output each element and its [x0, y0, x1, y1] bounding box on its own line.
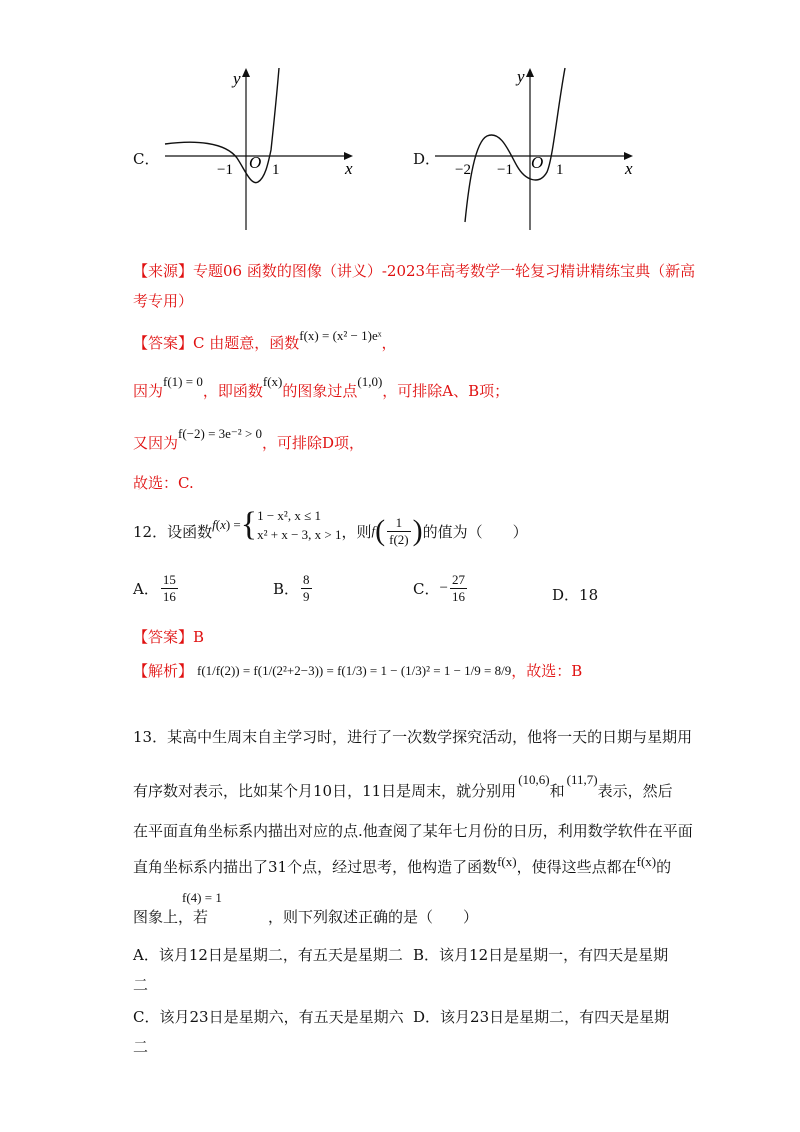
- graph-c-x-label: x: [345, 159, 353, 178]
- graph-d-y-arrow: [526, 68, 534, 77]
- q13-l4-c: 的: [656, 858, 672, 876]
- q13-pair1: (10,6): [518, 772, 550, 787]
- q11-l2-fx: f(x): [262, 374, 283, 389]
- graph-d-curve: [465, 68, 565, 222]
- q13-line5: 图象上，若 ，则下列叙述正确的是（ ）: [133, 908, 479, 926]
- q11-source-line2: 考专用）: [133, 292, 194, 310]
- q13-l4-a: 直角坐标系内描出了31个点，经过思考，他构造了函数: [133, 858, 498, 876]
- q13-option-b-cont: 二: [133, 976, 149, 994]
- q12-opt-c-label: C．: [413, 580, 440, 598]
- graph-d-y-label: y: [517, 67, 525, 86]
- q12-query-den: f(2): [389, 531, 409, 547]
- q12-sol-tail: ，故选：B: [511, 662, 583, 680]
- q13-option-c[interactable]: C．该月23日是星期六，有五天是星期六: [133, 1008, 404, 1026]
- graph-c-tick-neg1: −1: [217, 162, 233, 178]
- q11-l2-d: ，可排除A、B项；: [382, 382, 510, 400]
- q12-piece2: x² + x − 3, x > 1: [257, 527, 342, 542]
- q13-option-a[interactable]: A．该月12日是星期二，有五天是星期二: [133, 946, 403, 964]
- q13-option-d-cont: 二: [133, 1038, 149, 1056]
- graph-d: [435, 62, 645, 232]
- q12-stem-b: ，则: [341, 522, 372, 541]
- q11-l2-f1: f(1) = 0: [163, 374, 203, 389]
- q12-opt-b-num: 8: [303, 572, 310, 587]
- q13-l4-fx: f(x): [497, 854, 517, 869]
- graph-d-x-label: x: [625, 159, 633, 178]
- q12-opt-c-den: 16: [451, 589, 465, 604]
- q12-brace: {: [240, 506, 258, 543]
- q12-sol-expr: f(1/f(2)) = f(1/(2²+2−3)) = f(1/3) = 1 − (1/3)² = 1 − 1/9 = 8/9: [197, 662, 512, 678]
- q13-line4: [133, 856, 671, 877]
- q12-opt-c-num: 27: [451, 572, 465, 587]
- q11-l3-a: 又因为: [133, 434, 179, 452]
- q12-sol-label: 【解析】: [133, 662, 194, 680]
- graph-d-tick-neg2: −2: [455, 162, 471, 178]
- graph-c-origin: O: [249, 153, 262, 172]
- q12-opt-b-label: B．: [273, 580, 300, 598]
- q11-answer-func: f(x) = (x² − 1)eˣ: [299, 328, 382, 343]
- q11-l3-b: ，可排除D项，: [262, 434, 365, 452]
- graph-d-tick-neg1: −1: [497, 162, 513, 178]
- q11-l2-a: 因为: [133, 382, 164, 400]
- graph-d-origin: O: [531, 153, 544, 172]
- q12-option-b[interactable]: [273, 572, 314, 605]
- q13-l4-fx2: f(x): [636, 854, 657, 869]
- q13-l2-b: 表示，然后: [597, 782, 673, 800]
- q12-opt-a-label: A．: [133, 580, 159, 598]
- graph-c-tick-1: 1: [272, 162, 280, 178]
- q12-opt-a-den: 16: [162, 589, 176, 604]
- q12-query: f ( $\frac{1}{f(2)}$ ): [371, 514, 423, 547]
- q11-line3: [133, 426, 365, 453]
- q11-line2: [133, 374, 510, 401]
- q12-opt-a-num: 15: [162, 572, 176, 587]
- q12-opt-c-sign: −: [439, 580, 448, 596]
- q13-l2-a: 有序数对表示，比如某个月10日，11日是周末，就分别用: [133, 782, 517, 800]
- q11-l2-pt: (1,0): [357, 374, 383, 389]
- q12-option-d[interactable]: D．18: [552, 586, 599, 604]
- graph-c-y-label: y: [233, 69, 241, 88]
- q12-option-a[interactable]: [133, 572, 180, 605]
- graph-d-label: D．: [413, 150, 441, 168]
- q12-func-def: f ( x ) = { 1 − x², x ≤ 1 x² + x − 3, x > 1: [212, 506, 342, 543]
- q13-l4-b: ，使得这些点都在: [516, 858, 637, 876]
- q13-line3: 在平面直角坐标系内描出对应的点.他查阅了某年七月份的日历，利用数学软件在平面: [133, 822, 693, 840]
- q12-stem-a: 12．设函数: [133, 522, 213, 541]
- q12-stem-c: 的值为（ ）: [422, 522, 528, 541]
- q12-opt-b-den: 9: [303, 589, 310, 604]
- q11-l2-b: ，即函数: [202, 382, 263, 400]
- graph-c-label: C．: [133, 150, 160, 168]
- q13-line1: 13．某高中生周末自主学习时，进行了一次数学探究活动，他将一天的日期与星期用: [133, 728, 693, 746]
- q12-answer: 【答案】B: [133, 628, 205, 646]
- q13-pair2: (11,7): [566, 772, 598, 787]
- q11-source-line1: 【来源】专题06 函数的图像（讲义）-2023年高考数学一轮复习精讲精练宝典（新高: [133, 262, 696, 280]
- q11-l3-expr: f(−2) = 3e⁻² > 0: [178, 426, 263, 441]
- q13-option-d[interactable]: D．该月23日是星期二，有四天是星期: [413, 1008, 670, 1026]
- q11-answer-prefix: 【答案】C 由题意，函数: [133, 334, 300, 352]
- graph-c-y-arrow: [242, 68, 250, 77]
- q11-line4: 故选：C.: [133, 474, 194, 492]
- q11-answer-line: [133, 328, 397, 353]
- q12-stem: [133, 506, 528, 550]
- q12-piece1: 1 − x², x ≤ 1: [257, 508, 321, 523]
- q12-solution: [133, 660, 582, 681]
- q11-answer-tail: ，: [381, 334, 397, 352]
- q12-option-c[interactable]: [413, 572, 469, 605]
- q11-l2-c: 的图象过点: [282, 382, 358, 400]
- q12-query-num: 1: [395, 514, 403, 530]
- graph-d-tick-1: 1: [556, 162, 564, 178]
- q13-l2-and: 和: [549, 782, 565, 800]
- graph-c: [155, 62, 365, 232]
- q13-line2: [133, 772, 673, 801]
- q13-condition: f(4) = 1: [182, 890, 222, 905]
- q13-option-b[interactable]: B．该月12日是星期一，有四天是星期: [413, 946, 669, 964]
